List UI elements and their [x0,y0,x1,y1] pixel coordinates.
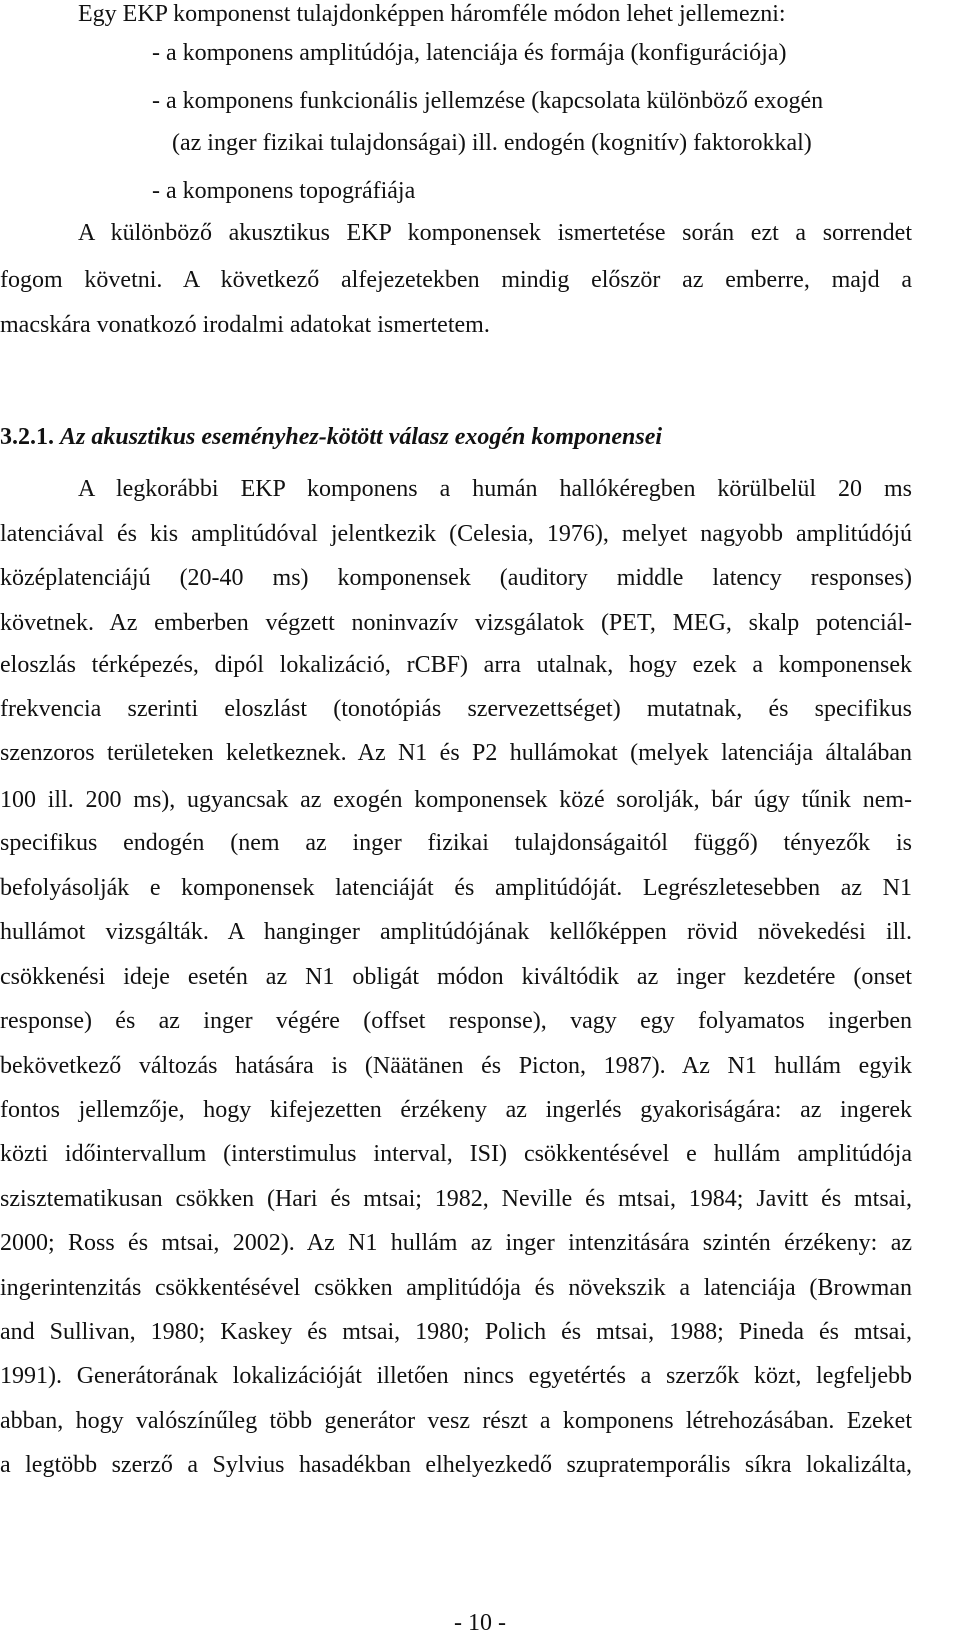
intro-line-4: (az inger fizikai tulajdonságai) ill. endogén (kognitív) faktorokkal) [172,130,812,156]
section-heading [0,422,662,452]
intro-line-7: fogom követni. A következő alfejezetekben mindig először az emberre, majd a [0,267,912,293]
intro-line-1: Egy EKP komponenst tulajdonképpen háromféle módon lehet jellemezni: [78,1,786,27]
body-line-18: 2000; Ross és mtsai, 2002). Az N1 hullám az inger intenzitására szintén érzékeny: az [0,1230,912,1256]
section-title: Az akusztikus eseményhez-kötött válasz exogén komponensei [60,424,663,450]
body-line-3: középlatenciájú (20-40 ms) komponensek (auditory middle latency responses) [0,565,912,591]
body-line-13: response) és az inger végére (offset response), vagy egy folyamatos ingerben [0,1008,912,1034]
body-line-20: and Sullivan, 1980; Kaskey és mtsai, 1980; Polich és mtsai, 1988; Pineda és mtsai, [0,1319,912,1345]
body-line-19: ingerintenzitás csökkentésével csökken amplitúdója és növekszik a latenciája (Browman [0,1275,912,1301]
section-number: 3.2.1. [0,424,54,450]
body-line-14: bekövetkező változás hatására is (Näätänen és Picton, 1987). Az N1 hullám egyik [0,1053,912,1079]
intro-line-2: - a komponens amplitúdója, latenciája és formája (konfigurációja) [152,40,787,66]
body-line-9: specifikus endogén (nem az inger fizikai tulajdonságaitól függő) tényezők is [0,830,912,856]
body-line-1: A legkorábbi EKP komponens a humán hallókéregben körülbelül 20 ms [78,476,912,502]
body-line-10: befolyásolják e komponensek latenciáját és amplitúdóját. Legrészletesebben az N1 [0,875,912,901]
body-line-15: fontos jellemzője, hogy kifejezetten érzékeny az ingerlés gyakoriságára: az ingerek [0,1097,912,1123]
body-line-11: hullámot vizsgálták. A hanginger amplitúdójának kellőképpen rövid növekedési ill. [0,919,912,945]
body-line-4: követnek. Az emberben végzett noninvazív vizsgálatok (PET, MEG, skalp potenciál- [0,610,912,636]
intro-line-5: - a komponens topográfiája [152,178,416,204]
page-number: - 10 - [454,1610,506,1636]
body-line-7: szenzoros területeken keletkeznek. Az N1 és P2 hullámokat (melyek latenciája általában [0,740,912,766]
body-line-5: eloszlás térképezés, dipól lokalizáció, rCBF) arra utalnak, hogy ezek a komponensek [0,652,912,678]
intro-line-3: - a komponens funkcionális jellemzése (kapcsolata különböző exogén [152,88,824,114]
body-line-8: 100 ill. 200 ms), ugyancsak az exogén komponensek közé sorolják, bár úgy tűnik nem- [0,787,912,813]
body-line-17: szisztematikusan csökken (Hari és mtsai; 1982, Neville és mtsai, 1984; Javitt és mtsai, [0,1186,912,1212]
body-line-21: 1991). Generátorának lokalizációját illetően nincs egyetértés a szerzők közt, legfeljebb [0,1363,912,1389]
body-line-23: a legtöbb szerző a Sylvius hasadékban elhelyezkedő szupratemporális síkra lokalizálta, [0,1452,912,1478]
body-line-2: latenciával és kis amplitúdóval jelentkezik (Celesia, 1976), melyet nagyobb amplitúdójú [0,521,912,547]
body-line-12: csökkenési ideje esetén az N1 obligát módon kiváltódik az inger kezdetére (onset [0,964,912,990]
body-line-22: abban, hogy valószínűleg több generátor vesz részt a komponens létrehozásában. Ezeket [0,1408,912,1434]
intro-line-6: A különböző akusztikus EKP komponensek ismertetése során ezt a sorrendet [78,220,912,246]
body-line-6: frekvencia szerinti eloszlást (tonotópiás szervezettséget) mutatnak, és specifikus [0,696,912,722]
body-line-16: közti időintervallum (interstimulus interval, ISI) csökkentésével e hullám amplitúdója [0,1141,912,1167]
intro-line-8: macskára vonatkozó irodalmi adatokat ismertetem. [0,312,490,338]
